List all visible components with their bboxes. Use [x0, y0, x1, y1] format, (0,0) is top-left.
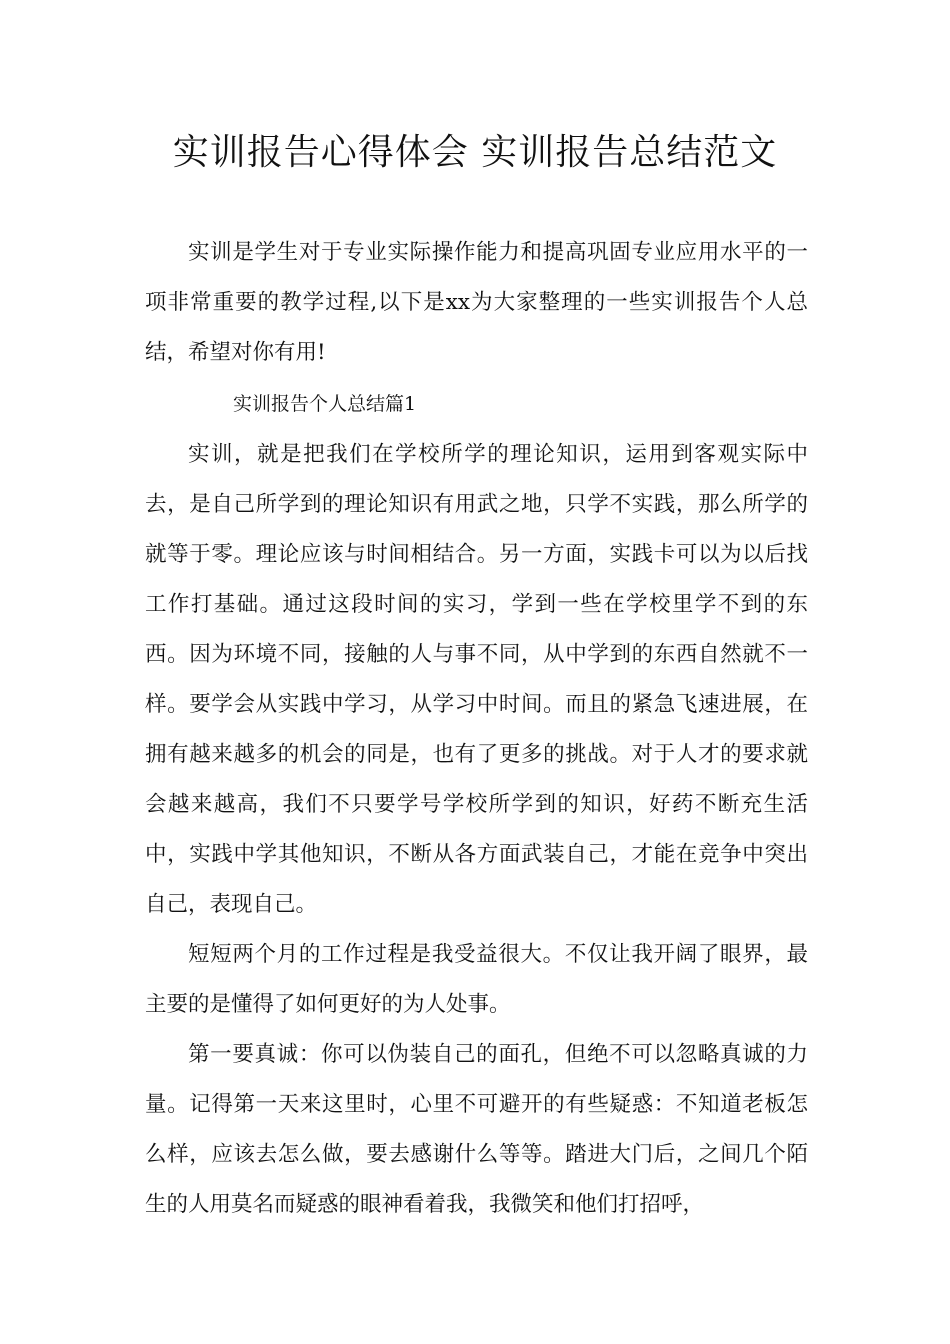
document-title: 实训报告心得体会 实训报告总结范文 — [172, 132, 778, 173]
body-paragraph-1: 实训，就是把我们在学校所学的理论知识，运用到客观实际中去，是自己所学到的理论知识有用武之地，只学不实践，那么所学的就等于零。理论应该与时间相结合。另一方面，实践卡可以为以后找工作打基础。通过这段时间的实习，学到一些在学校里学不到的东西。因为环境不同，接触的人与事不同，从中学到的东西自然就不一样。要学会从实践中学习，从学习中时间。而且的紧急飞速进展，在拥有越来越多的机会的同是，也有了更多的挑战。对于人才的要求就会越来越高，我们不只要学号学校所学到的知识，好药不断充生活中，实践中学其他知识，不断从各方面武装自己，才能在竞争中突出自己，表现自己。 — [145, 442, 808, 917]
section-heading: 实训报告个人总结篇1 — [233, 393, 417, 415]
intro-paragraph: 实训是学生对于专业实际操作能力和提高巩固专业应用水平的一项非常重要的教学过程,以下是xx为大家整理的一些实训报告个人总结，希望对你有用! — [145, 240, 808, 365]
document-body — [145, 228, 808, 1230]
body-paragraph-3: 第一要真诚：你可以伪装自己的面孔，但绝不可以忽略真诚的力量。记得第一天来这里时，心里不可避开的有些疑惑：不知道老板怎么样，应该去怎么做，要去感谢什么等等。踏进大门后，之间几个陌生的人用莫名而疑惑的眼神看着我，我微笑和他们打招呼， — [145, 1042, 808, 1217]
body-paragraph-2: 短短两个月的工作过程是我受益很大。不仅让我开阔了眼界，最主要的是懂得了如何更好的为人处事。 — [145, 942, 808, 1017]
